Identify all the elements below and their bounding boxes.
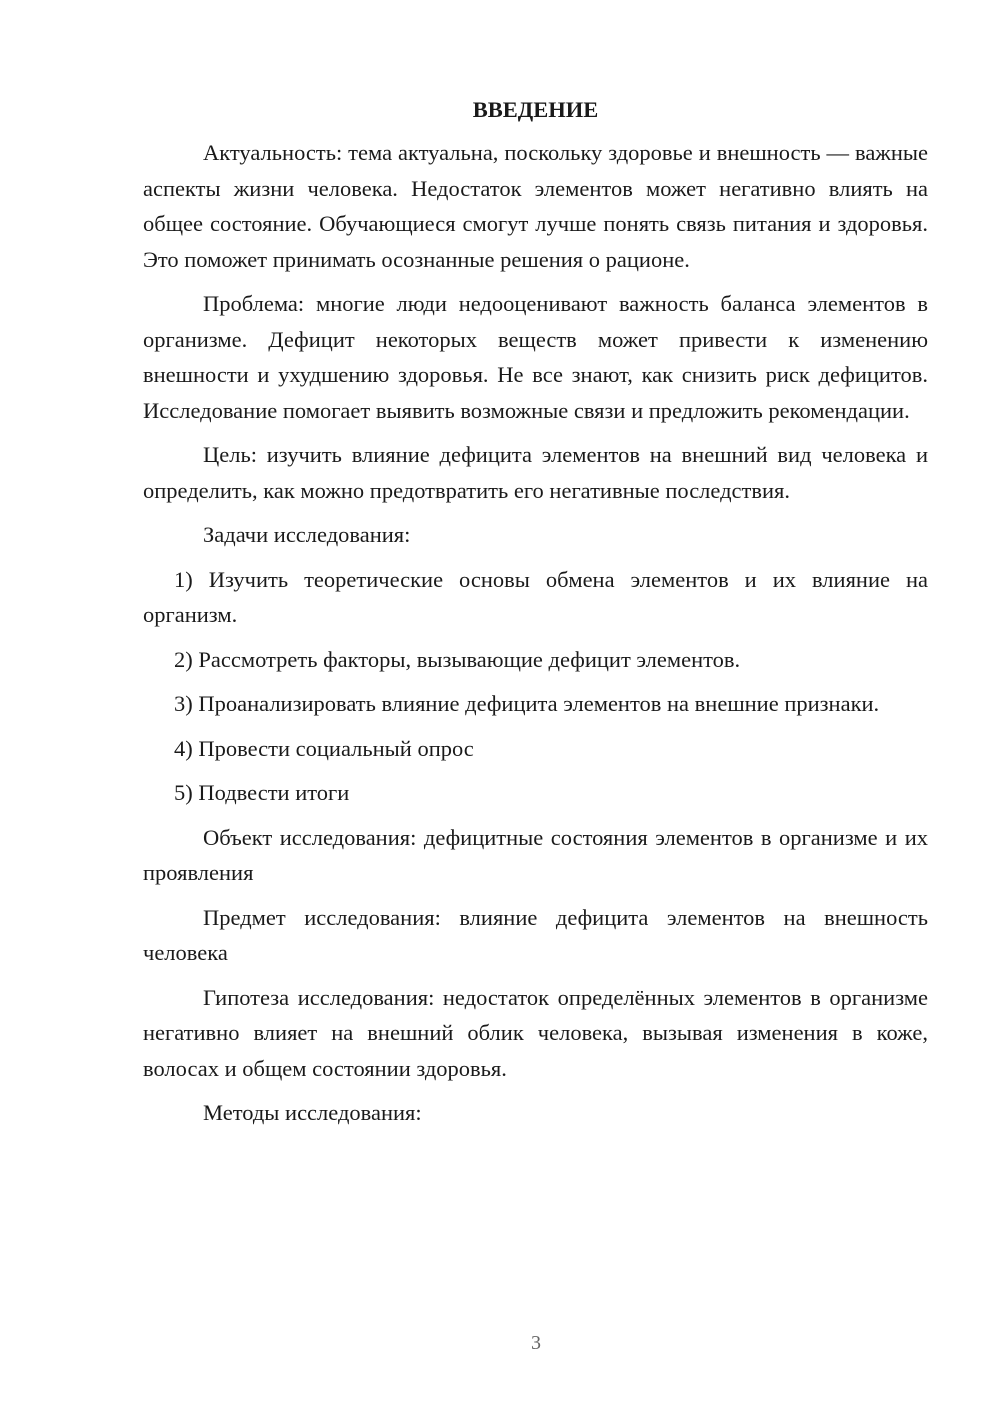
paragraph-problem: Проблема: многие люди недооценивают важность баланса элементов в организме. Дефицит некоторых веществ может привести к изменению внешности и ухудшению здоровья. Не все знают, как снизить риск дефицитов. Исследование помогает выявить возможные связи и предложить рекомендации. (143, 291, 928, 423)
paragraph-object: Объект исследования: дефицитные состояния элементов в организме и их проявления (143, 824, 928, 885)
page-number: 3 (531, 1332, 541, 1354)
task-item-4: 4) Провести социальный опрос (174, 735, 474, 761)
page-content (143, 92, 928, 1140)
task-item-2: 2) Рассмотреть факторы, вызывающие дефицит элементов. (174, 646, 741, 672)
methods-heading: Методы исследования: (203, 1100, 422, 1125)
paragraph-subject: Предмет исследования: влияние дефицита элементов на внешность человека (143, 904, 928, 965)
page-title: ВВЕДЕНИЕ (472, 97, 599, 122)
tasks-heading: Задачи исследования: (203, 522, 411, 547)
task-item-1: 1) Изучить теоретические основы обмена элементов и их влияние на организм. (143, 566, 928, 627)
paragraph-hypothesis: Гипотеза исследования: недостаток определённых элементов в организме негативно влияет на внешний облик человека, вызывая изменения в коже, волосах и общем состоянии здоровья. (143, 984, 928, 1081)
paragraph-goal: Цель: изучить влияние дефицита элементов на внешний вид человека и определить, как можно предотвратить его негативные последствия. (143, 442, 928, 503)
task-item-5: 5) Подвести итоги (174, 780, 350, 805)
task-item-3: 3) Проанализировать влияние дефицита элементов на внешние признаки. (174, 691, 880, 716)
paragraph-relevance: Актуальность: тема актуальна, поскольку здоровье и внешность — важные аспекты жизни человека. Недостаток элементов может негативно влиять на общее состояние. Обучающиеся смогут лучше понять связь питания и здоровья. Это поможет принимать осознанные решения о рационе. (143, 140, 928, 272)
